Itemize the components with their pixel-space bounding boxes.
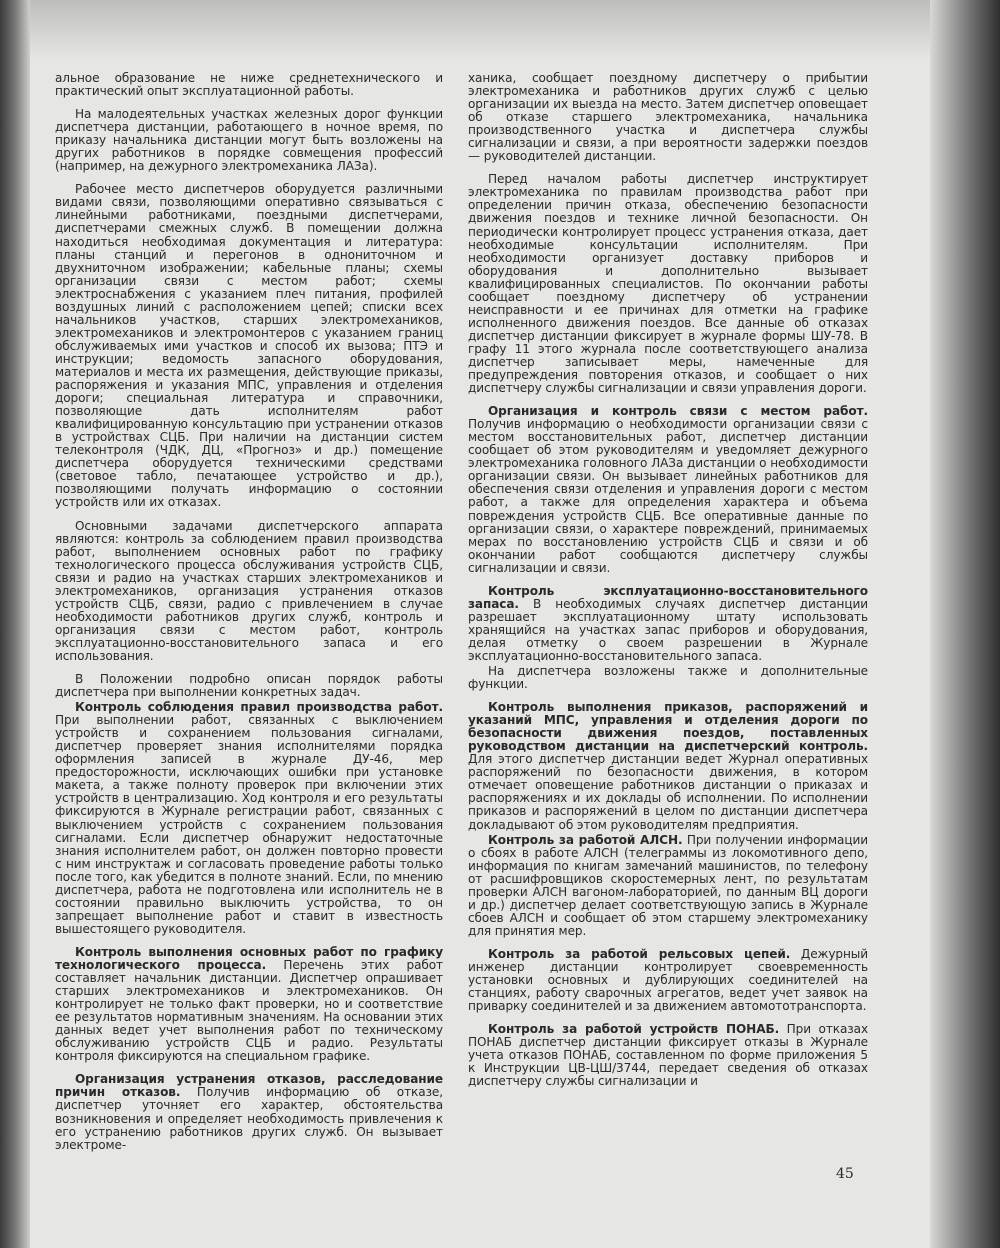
paragraph: Основными задачами диспетчерского аппарата являются: контроль за соблюдением правил производства работ, выполнением основных работ по графику технологического процесса обслуживания устройств СЦБ, связи и радио на участках старших электромехаников и электромехаников, организация устранения отказов устройств СЦБ, связи, радио с привлечением в случае необходимости работников других служб, контроль и организация связи с местом работ, контроль эксплуатационно-восстановительного запаса и его использования. (55, 518, 443, 663)
paragraph: Организация и контроль связи с местом работ. Получив информацию о необходимости организации связи с местом восстановительных работ, диспетчер дистанции сообщает об этом руководителям и уведомляет дежурного электромеханика головного ЛАЗа дистанции о необходимости организации связи. Он вызывает линейных работников для обеспечения связи отделения и управления дороги с местом работ, а также для определения характера и объема повреждения устройств СЦБ. Все оперативные данные по организации связи, о характере повреждений, принимаемых мерах по восстановлению устройств СЦБ и связи и об окончании работ сообщаются диспетчеру службы сигнализации и связи. (468, 404, 868, 575)
scan-shadow-right (930, 0, 1000, 1248)
paragraph: Контроль выполнения основных работ по графику технологического процесса. Перечень этих работ составляет начальник дистанции. Диспетчер опрашивает старших электромехаников и электромехаников. Он контролирует не только факт проверки, но и соответствие ее результатов нормативным значениям. На основании этих данных ведет учет выполнения работ по техническому обслуживанию устройств СЦБ и радио. Результаты контроля фиксируются на специальном графике. (55, 944, 443, 1064)
scan-shadow-top (0, 0, 1000, 60)
paragraph: ханика, сообщает поездному диспетчеру о прибытии электромеханика и работников других служб с целью организации их выезда на место. Затем диспетчер оповещает об отказе старшего электромеханика, начальника производственного участка и диспетчера службы сигнализации и связи, а при вероятности задержки поездов — руководителей дистанции. (468, 71, 868, 164)
paragraph: Контроль эксплуатационно-восстановительного запаса. В необходимых случаях диспетчер дистанции разрешает эксплуатационному штату использовать хранящийся на участках запас приборов и оборудования, делая отметку о своем разрешении в Журнале эксплуатационно-восстановительного запаса. (468, 583, 869, 663)
paragraph: Контроль за работой рельсовых цепей. Дежурный инженер дистанции контролирует своевременность установки основных и дублирующих соединителей на станциях, работу сварочных агрегатов, ведет учет заявок на приварку соединителей и за движением автомототранспорта. (468, 946, 868, 1014)
section-heading: Контроль соблюдения правил производства работ. (75, 700, 443, 715)
section-heading: Организация и контроль связи с местом работ. (488, 404, 868, 419)
paragraph: На диспетчера возложены также и дополнительные функции. (468, 664, 868, 692)
section-heading: Контроль за работой устройств ПОНАБ. (488, 1022, 780, 1037)
section-heading: Организация устранения отказов, расследование причин отказов. (55, 1072, 443, 1100)
paragraph: В Положении подробно описан порядок работы диспетчера при выполнении конкретных задач. (55, 672, 443, 700)
section-heading: Контроль эксплуатационно-восстановительного запаса. (468, 583, 868, 611)
page-number: 45 (836, 1166, 854, 1182)
paragraph: альное образование не ниже среднетехнического и практический опыт эксплуатационной работы. (55, 71, 443, 99)
paragraph: Контроль за работой АЛСН. При получении информации о сбоях в работе АЛСН (телеграммы из локомотивного депо, информация по книгам замечаний машинистов, по телефону от расшифровщиков скоростемерных лент, по результатам проверки АЛСН вагоном-лабораторией, по данным ВЦ дороги и др.) диспетчер делает соответствующую запись в Журнале сбоев АЛСН и сообщает об этом старшему электромеханику для принятия мер. (468, 832, 868, 938)
paragraph: Рабочее место диспетчеров оборудуется различными видами связи, позволяющими оперативно связываться с линейными работниками, поездными диспетчерами, диспетчерами смежных служб. В помещении должна находиться необходимая документация и литература: планы станций и перегонов в однониточном и двухниточном изображении; кабельные планы; схемы организации связи с местом работ; схемы электроснабжения с указанием плеч питания, профилей воздушных линий с расположением цепей; списки всех начальников участков, старших электромехаников, электромехаников и электромонтеров с указанием границ обслуживаемых ими участков и способ их вызова; ПТЭ и инструкции; ведомость запасного оборудования, материалов и места их размещения, действующие приказы, распоряжения и указания МПС, управления и отделения дороги; специальная литература и справочники, позволяющие дать исполнителям работ квалифицированную консультацию при устранении отказов в устройствах СЦБ. При наличии на дистанции систем телеконтроля (ЧДК, ДЦ, «Прогноз» и др.) помещение диспетчера оборудуется техническими средствами (световое табло, печатающее устройство и др.), позволяющими получать информацию о состоянии устройств или их отказах. (55, 182, 443, 510)
paragraph: Контроль за работой устройств ПОНАБ. При отказах ПОНАБ диспетчер дистанции фиксирует отказы в Журнале учета отказов ПОНАБ, составленном по форме приложения 5 к Инструкции ЦВ-ЦШ/3744, передает сведения об отказах диспетчеру службы сигнализации и (468, 1022, 868, 1089)
section-heading: Контроль выполнения основных работ по графику технологического процесса. (55, 944, 443, 972)
scan-shadow-left (0, 0, 30, 1248)
paragraph: На малодеятельных участках железных дорог функции диспетчера дистанции, работающего в ночное время, по приказу начальника дистанции могут быть возложены на других работников в порядке совмещения профессий (например, на дежурного электромеханика ЛАЗа). (55, 107, 443, 174)
right-column (468, 72, 868, 1098)
section-heading: Контроль за работой рельсовых цепей. (488, 946, 791, 961)
paragraph: Организация устранения отказов, расследование причин отказов. Получив информацию об отказе, диспетчер уточняет его характер, обстоятельства возникновения и определяет необходимость привлечения к его устранению работников других служб. Он вызывает электроме- (55, 1072, 443, 1152)
section-heading: Контроль за работой АЛСН. (488, 832, 683, 847)
paragraph: Контроль соблюдения правил производства работ. При выполнении работ, связанных с выключением устройств и сохранением пользования сигналами, диспетчер проверяет знания исполнителями порядка оформления записей в журнале ДУ-46, мер предосторожности, исключающих ошибки при установке макета, а также полноту проверок при включении этих устройств в централизацию. Ход контроля и его результаты фиксируются в Журнале регистрации работ, связанных с выключением устройств с сохранением пользования сигналами. Если диспетчер обнаружит недостаточные знания исполнителем работ, он должен повторно провести с ним инструктаж и согласовать проведение работы только после того, как убедится в полноте знаний. Если, по мнению диспетчера, работа не подготовлена или исполнитель не в состоянии правильно выключить устройства, то он запрещает выполнение работ и ставит в известность вышестоящего руководителя. (55, 700, 443, 936)
left-column (55, 72, 443, 1162)
paragraph: Контроль выполнения приказов, распоряжений и указаний МПС, управления и отделения дороги по безопасности движения поездов, поставленных руководством дистанции на диспетчерский контроль. Для этого диспетчер дистанции ведет Журнал оперативных распоряжений по безопасности движения, в котором отмечает оповещение работников дистанции о приказах и распоряжениях и их доклады об исполнении. По исполнении приказов и распоряжений в целом по дистанции диспетчера докладывают об этом руководителям предприятия. (468, 700, 868, 832)
section-heading: Контроль выполнения приказов, распоряжений и указаний МПС, управления и отделения дороги по безопасности движения поездов, поставленных руководством дистанции на диспетчерский контроль. (468, 700, 868, 754)
paragraph: Перед началом работы диспетчер инструктирует электромеханика по правилам производства работ при определении причин отказа, обеспечению безопасности движения поездов и технике личной безопасности. Он периодически контролирует процесс устранения отказа, дает необходимые консультации исполнителям. При необходимости организует доставку приборов и оборудования и дополнительно вызывает квалифицированных специалистов. По окончании работы сообщает поездному диспетчеру об устранении неисправности и ее причинах для отметки на графике исполненного движения поездов. Все данные об отказах диспетчер дистанции фиксирует в журнале формы ШУ-78. В графу 11 этого журнала после соответствующего анализа диспетчер записывает меры, намеченные для предупреждения повторения отказов, и сообщает о них диспетчеру службы сигнализации и связи управления дороги. (468, 172, 868, 396)
